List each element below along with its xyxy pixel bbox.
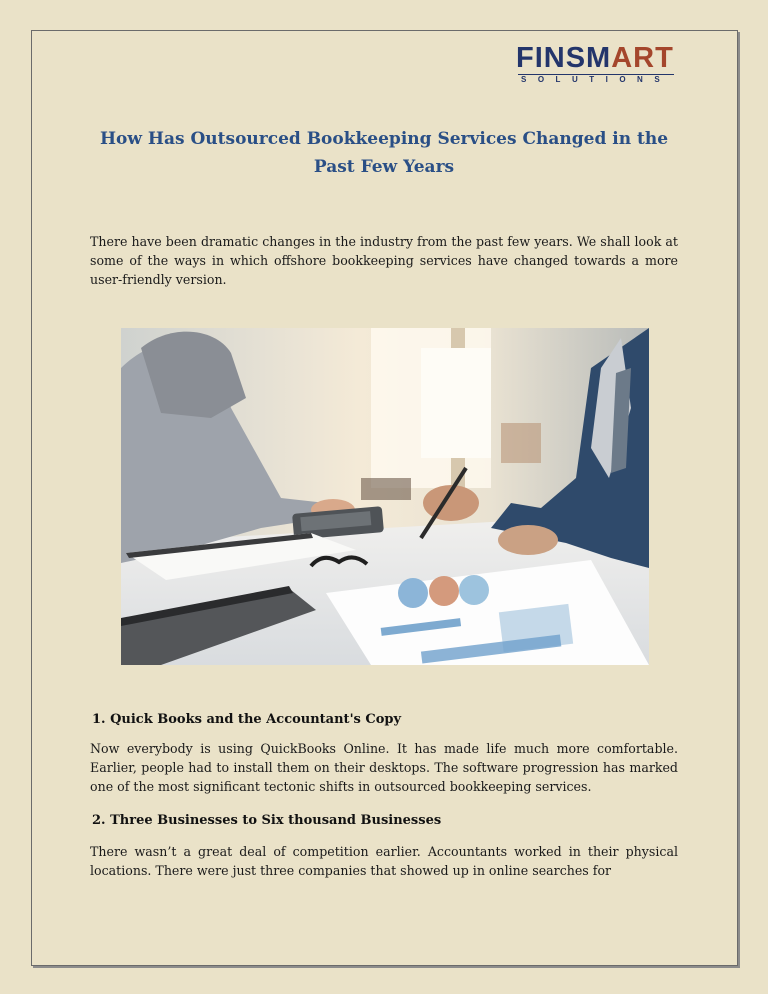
logo-tagline: SOLUTIONS bbox=[521, 75, 672, 84]
document-title: How Has Outsourced Bookkeeping Services Changed in the Past Few Years bbox=[99, 129, 669, 177]
section-body-1: Now everybody is using QuickBooks Online. It has made life much more comfortable. Earlier, people had to install them on their desktops. The software progression has marked one of the most significant tectonic shifts in outsourced bookkeeping services. bbox=[90, 741, 678, 794]
section-heading-1: 1. Quick Books and the Accountant's Copy bbox=[92, 712, 402, 727]
section-body-2: There wasn’t a great deal of competition earlier. Accountants worked in their physical locations. There were just three companies that showed up in online searches for bbox=[90, 844, 678, 878]
section-heading-2: 2. Three Businesses to Six thousand Businesses bbox=[92, 813, 442, 828]
intro-paragraph: There have been dramatic changes in the industry from the past few years. We shall look at some of the ways in which offshore bookkeeping services have changed towards a more user-friendly version. bbox=[90, 234, 678, 287]
office-accounting-photo bbox=[121, 328, 649, 665]
photo-illustration bbox=[121, 328, 649, 665]
logo-accent-text: ART bbox=[611, 42, 674, 74]
logo-rule bbox=[518, 74, 674, 75]
finsmart-logo bbox=[516, 43, 678, 87]
logo-wordmark bbox=[516, 43, 678, 73]
logo-main-text: FINSM bbox=[516, 42, 612, 74]
